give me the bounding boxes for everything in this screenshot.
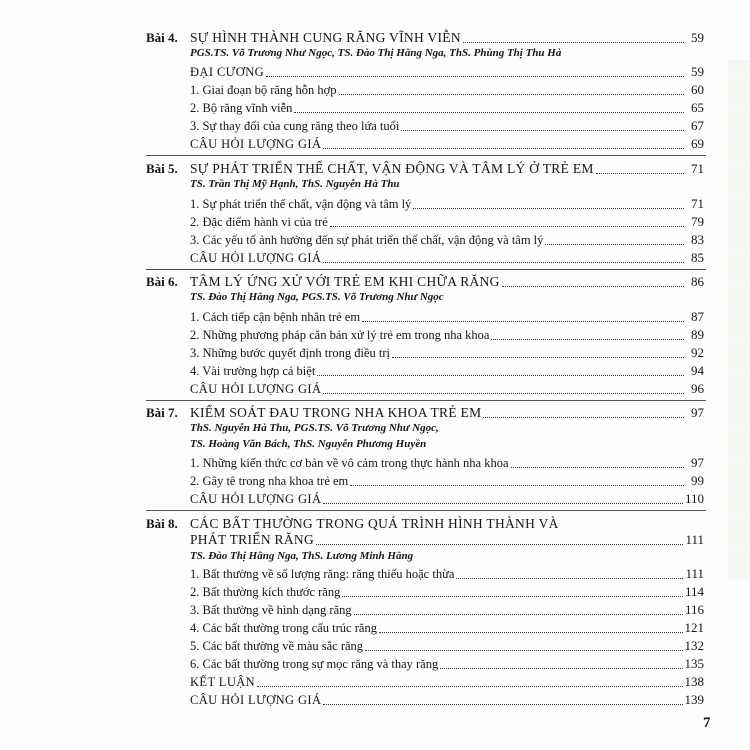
entry-text: CÂU HỎI LƯỢNG GIÁ — [190, 251, 322, 265]
section-title: SỰ HÌNH THÀNH CUNG RĂNG VĨNH VIỄN — [190, 30, 461, 45]
entry-text: 2. Những phương pháp căn bản xử lý trẻ em trong nha khoa — [190, 328, 490, 342]
dot-leader — [596, 172, 684, 174]
toc-entry[interactable] — [190, 230, 704, 248]
entry-page: 121 — [684, 620, 704, 635]
section-title-page: 111 — [685, 532, 704, 547]
section-title-row[interactable] — [190, 159, 704, 177]
section-label: Bài 5. — [146, 161, 178, 176]
entry-page: 60 — [691, 82, 704, 97]
entry-page: 69 — [691, 136, 704, 151]
entry-page: 97 — [691, 455, 704, 470]
dot-leader — [342, 595, 683, 597]
toc-entry[interactable] — [190, 600, 704, 618]
toc-entry[interactable] — [190, 343, 704, 361]
entry-text: 1. Bất thường về số lượng răng: răng thiếu hoặc thừa — [190, 567, 455, 581]
entry-text: 1. Giai đoạn bộ răng hỗn hợp — [190, 83, 337, 97]
page-number: 7 — [703, 715, 711, 731]
toc-entry[interactable] — [190, 453, 704, 471]
dot-leader — [330, 225, 684, 227]
entry-page: 111 — [685, 566, 704, 581]
toc-section-bai-4 — [146, 28, 706, 156]
toc-entry[interactable] — [190, 564, 704, 582]
toc-entry[interactable] — [190, 194, 704, 212]
entry-text: CÂU HỎI LƯỢNG GIÁ — [190, 137, 322, 151]
dot-leader — [440, 667, 682, 669]
section-authors: TS. Đào Thị Hằng Nga, PGS.TS. Võ Trương Như Ngọc — [190, 291, 444, 303]
toc-entry[interactable] — [190, 62, 704, 80]
dot-leader — [483, 416, 684, 418]
entry-text: 1. Cách tiếp cận bệnh nhân trẻ em — [190, 310, 361, 324]
section-label: Bài 4. — [146, 30, 178, 45]
entry-text: 1. Sự phát triển thể chất, vận động và tâm lý — [190, 197, 412, 211]
dot-leader — [463, 41, 684, 43]
entry-page: 65 — [691, 100, 704, 115]
section-title-page: 97 — [691, 405, 704, 420]
entry-text: 3. Những bước quyết định trong điều trị — [190, 346, 390, 360]
dot-leader — [354, 613, 683, 615]
section-title-row[interactable] — [190, 272, 704, 290]
entry-text: 4. Vài trường hợp cá biệt — [190, 364, 316, 378]
section-title: TÂM LÝ ỨNG XỬ VỚI TRẺ EM KHI CHỮA RĂNG — [190, 274, 500, 289]
toc-entry[interactable] — [190, 489, 704, 507]
toc-entry[interactable] — [190, 690, 704, 708]
section-title-page: 59 — [691, 30, 704, 45]
section-authors: ThS. Nguyễn Hà Thu, PGS.TS. Võ Trương Như Ngọc, — [190, 422, 439, 434]
entry-page: 89 — [691, 327, 704, 342]
section-title-row[interactable] — [190, 530, 704, 548]
dot-leader — [350, 484, 684, 486]
entry-page: 99 — [691, 473, 704, 488]
entry-page: 83 — [691, 232, 704, 247]
entry-text: 4. Các bất thường trong cấu trúc răng — [190, 621, 377, 635]
toc-entry[interactable] — [190, 325, 704, 343]
section-title: KIỂM SOÁT ĐAU TRONG NHA KHOA TRẺ EM — [190, 405, 482, 420]
section-authors: PGS.TS. Võ Trương Như Ngọc, TS. Đào Thị Hằng Nga, ThS. Phùng Thị Thu Hà — [190, 47, 562, 59]
section-label: Bài 7. — [146, 405, 178, 420]
entry-page: 67 — [691, 118, 704, 133]
dot-leader — [323, 392, 684, 394]
toc-entry[interactable] — [190, 248, 704, 266]
entry-page: 79 — [691, 214, 704, 229]
toc-entry[interactable] — [190, 212, 704, 230]
entry-text: KẾT LUẬN — [190, 675, 256, 689]
entry-text: ĐẠI CƯƠNG — [190, 65, 265, 79]
dot-leader — [339, 93, 684, 95]
toc-entry[interactable] — [190, 672, 704, 690]
section-authors: TS. Hoàng Văn Bách, ThS. Nguyễn Phương Huyền — [190, 438, 427, 450]
toc-entry[interactable] — [190, 471, 704, 489]
entry-text: 1. Những kiến thức cơ bản về vô cảm trong thực hành nha khoa — [190, 456, 509, 470]
dot-leader — [257, 685, 682, 687]
dot-leader — [317, 374, 684, 376]
section-title: SỰ PHÁT TRIỂN THỂ CHẤT, VẬN ĐỘNG VÀ TÂM LÝ Ở TRẺ EM — [190, 161, 594, 176]
section-label: Bài 6. — [146, 274, 178, 289]
toc-entry[interactable] — [190, 379, 704, 397]
entry-text: CÂU HỎI LƯỢNG GIÁ — [190, 382, 322, 396]
dot-leader — [365, 649, 682, 651]
dot-leader — [502, 285, 684, 287]
entry-text: CÂU HỎI LƯỢNG GIÁ — [190, 693, 322, 707]
dot-leader — [266, 75, 684, 77]
toc-entry[interactable] — [190, 80, 704, 98]
entry-page: 59 — [691, 64, 704, 79]
dot-leader — [323, 147, 684, 149]
toc-section-bai-7 — [146, 403, 706, 507]
entry-page: 110 — [684, 491, 704, 506]
section-authors: TS. Đào Thị Hằng Nga, ThS. Lương Minh Hằng — [190, 550, 414, 562]
entry-page: 71 — [691, 196, 704, 211]
section-title-page: 86 — [691, 274, 704, 289]
dot-leader — [362, 320, 684, 322]
dot-leader — [392, 356, 684, 358]
entry-text: 5. Các bất thường về màu sắc răng — [190, 639, 364, 653]
toc-section-bai-6 — [146, 272, 706, 398]
dot-leader — [401, 129, 684, 131]
toc-entry[interactable] — [190, 618, 704, 636]
entry-text: 3. Các yếu tố ảnh hưởng đến sự phát triển thể chất, vận động và tâm lý — [190, 233, 544, 247]
entry-text: 3. Sự thay đổi của cung răng theo lứa tuổi — [190, 119, 400, 133]
entry-page: 87 — [691, 309, 704, 324]
section-title-page: 71 — [691, 161, 704, 176]
section-label: Bài 8. — [146, 516, 178, 531]
entry-page: 114 — [684, 584, 704, 599]
toc-section-bai-5 — [146, 159, 706, 265]
dot-leader — [323, 502, 683, 504]
dot-leader — [491, 338, 684, 340]
dot-leader — [323, 261, 684, 263]
dot-leader — [511, 466, 684, 468]
section-title-row[interactable] — [190, 403, 704, 421]
entry-page: 85 — [691, 250, 704, 265]
entry-page: 96 — [691, 381, 704, 396]
entry-text: 2. Đặc điểm hành vi của trẻ — [190, 215, 328, 229]
toc-entry[interactable] — [190, 582, 704, 600]
toc-entry[interactable] — [190, 116, 704, 134]
section-title-line1[interactable]: CÁC BẤT THƯỜNG TRONG QUÁ TRÌNH HÌNH THÀNH VÀ — [190, 516, 559, 531]
entry-text: 2. Bộ răng vĩnh viễn — [190, 101, 293, 115]
entry-page: 138 — [684, 674, 704, 689]
dot-leader — [545, 243, 684, 245]
entry-page: 92 — [691, 345, 704, 360]
entry-text: 3. Bất thường về hình dạng răng — [190, 603, 352, 617]
section-divider — [146, 155, 706, 156]
section-title-line2: PHÁT TRIỂN RĂNG — [190, 532, 315, 547]
toc-entry[interactable] — [190, 654, 704, 672]
entry-page: 132 — [684, 638, 704, 653]
dot-leader — [316, 543, 683, 545]
entry-text: 2. Bất thường kích thước răng — [190, 585, 341, 599]
entry-page: 135 — [684, 656, 704, 671]
entry-page: 116 — [684, 602, 704, 617]
entry-page: 139 — [684, 692, 704, 707]
entry-text: 6. Các bất thường trong sự mọc răng và thay răng — [190, 657, 439, 671]
dot-leader — [294, 111, 684, 113]
dot-leader — [379, 631, 683, 633]
toc-section-bai-8 — [146, 514, 706, 707]
entry-page: 94 — [691, 363, 704, 378]
entry-text: CÂU HỎI LƯỢNG GIÁ — [190, 492, 322, 506]
section-authors: TS. Trần Thị Mỹ Hạnh, ThS. Nguyễn Hà Thu — [190, 178, 400, 190]
section-divider — [146, 269, 706, 270]
entry-text: 2. Gây tê trong nha khoa trẻ em — [190, 474, 349, 488]
section-divider — [146, 400, 706, 401]
dot-leader — [456, 577, 683, 579]
toc-entry[interactable] — [190, 636, 704, 654]
toc-entry[interactable] — [190, 98, 704, 116]
toc-entry[interactable] — [190, 307, 704, 325]
dot-leader — [413, 207, 684, 209]
toc-entry[interactable] — [190, 134, 704, 152]
toc-entry[interactable] — [190, 361, 704, 379]
section-divider — [146, 510, 706, 511]
section-title-row[interactable] — [190, 28, 704, 46]
dot-leader — [323, 703, 682, 705]
